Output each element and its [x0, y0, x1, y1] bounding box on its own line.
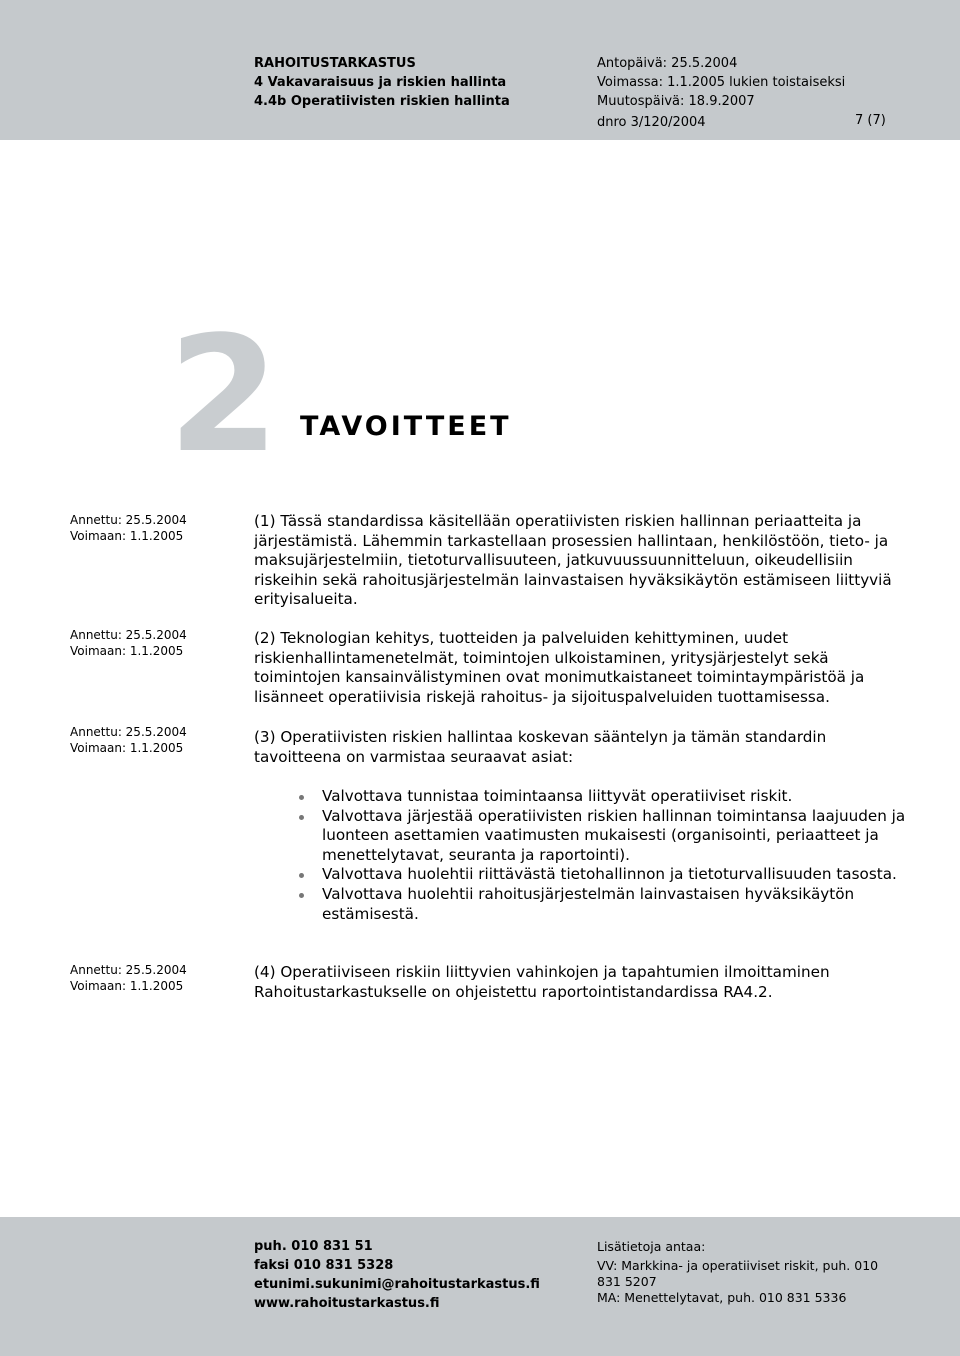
bullet-icon [299, 893, 304, 898]
paragraph-3: (3) Operatiivisten riskien hallintaa koskevan sääntelyn ja tämän standardin tavoitteena on varmistaa seuraavat asiat: [254, 728, 827, 766]
header-modified-date: Muutospäivä: 18.9.2007 [597, 94, 755, 109]
paragraph-2: (2) Teknologian kehitys, tuotteiden ja palveluiden kehittyminen, uudet riskienhallintamenetelmät, toimintojen ulkoistaminen, yritysjärjestelyt sekä toimintojen kansainvälistyminen ovat monimutkaistaneet toimintaympäristöä ja lisänneet operatiivisia riskejä rahoitus- ja sijoituspalveluiden tuottamisessa. [254, 629, 865, 706]
paragraph-1: (1) Tässä standardissa käsitellään operatiivisten riskien hallinnan periaatteita ja järjestämistä. Lähemmin tarkastellaan prosessien hallintaan, henkilöstöön, tieto- ja maksujärjestelmiin, tietoturvallisuuteen, jatkuvuussuunnitteluun, oikeudellisiin riskeihin sekä rahoitusjärjestelmän lainvastaisen hyväksikäytön estämiseen liittyviä erityisalueita. [254, 512, 892, 609]
margin-note [70, 512, 187, 544]
bullet-icon [299, 873, 304, 878]
page-number: 7 (7) [855, 113, 886, 128]
header-subsection: 4.4b Operatiivisten riskien hallinta [254, 94, 510, 109]
list-item: Valvottava järjestää operatiivisten riskien hallinnan toimintansa laajuuden ja luonteen asettamien vaatimusten mukaisesti (organisointi, periaatteet ja menettelytavat, seuranta ja raportointi). [254, 807, 914, 866]
footer-email: etunimi.sukunimi@rahoitustarkastus.fi [254, 1277, 540, 1292]
margin-note-effective: Voimaan: 1.1.2005 [70, 979, 184, 993]
list-item: Valvottava huolehtii rahoitusjärjestelmän lainvastaisen hyväksikäytön estämisestä. [254, 885, 914, 924]
footer-fax: faksi 010 831 5328 [254, 1258, 394, 1273]
margin-note-given: Annettu: 25.5.2004 [70, 725, 187, 739]
footer-contact-1-cont: 831 5207 [597, 1274, 657, 1289]
footer-phone: puh. 010 831 51 [254, 1239, 373, 1254]
header-dnro: dnro 3/120/2004 [597, 115, 706, 130]
margin-note [70, 627, 187, 659]
margin-note-given: Annettu: 25.5.2004 [70, 513, 187, 527]
page-header [0, 0, 960, 140]
page-footer [0, 1217, 960, 1356]
header-issued-date: Antopäivä: 25.5.2004 [597, 56, 738, 71]
goals-list [254, 787, 914, 924]
header-org: RAHOITUSTARKASTUS [254, 56, 416, 71]
margin-note [70, 962, 187, 994]
margin-note-given: Annettu: 25.5.2004 [70, 628, 187, 642]
footer-website: www.rahoitustarkastus.fi [254, 1296, 440, 1311]
header-section: 4 Vakavaraisuus ja riskien hallinta [254, 75, 507, 90]
margin-note [70, 724, 187, 756]
footer-contact-2: MA: Menettelytavat, puh. 010 831 5336 [597, 1290, 847, 1305]
margin-note-effective: Voimaan: 1.1.2005 [70, 644, 184, 658]
footer-info-label: Lisätietoja antaa: [597, 1239, 706, 1254]
paragraph-4: (4) Operatiiviseen riskiin liittyvien vahinkojen ja tapahtumien ilmoittaminen Rahoitustarkastukselle on ohjeistettu raportointistandardissa RA4.2. [254, 963, 830, 1001]
bullet-icon [299, 795, 304, 800]
margin-note-given: Annettu: 25.5.2004 [70, 963, 187, 977]
margin-note-effective: Voimaan: 1.1.2005 [70, 741, 184, 755]
chapter-number: 2 [168, 301, 276, 488]
margin-note-effective: Voimaan: 1.1.2005 [70, 529, 184, 543]
chapter-title: TAVOITTEET [300, 411, 512, 442]
bullet-icon [299, 815, 304, 820]
list-item: Valvottava tunnistaa toimintaansa liittyvät operatiiviset riskit. [254, 787, 914, 807]
footer-contact-1: VV: Markkina- ja operatiiviset riskit, puh. 010 [597, 1258, 879, 1273]
header-in-force: Voimassa: 1.1.2005 lukien toistaiseksi [597, 75, 846, 90]
list-item: Valvottava huolehtii riittävästä tietohallinnon ja tietoturvallisuuden tasosta. [254, 865, 914, 885]
